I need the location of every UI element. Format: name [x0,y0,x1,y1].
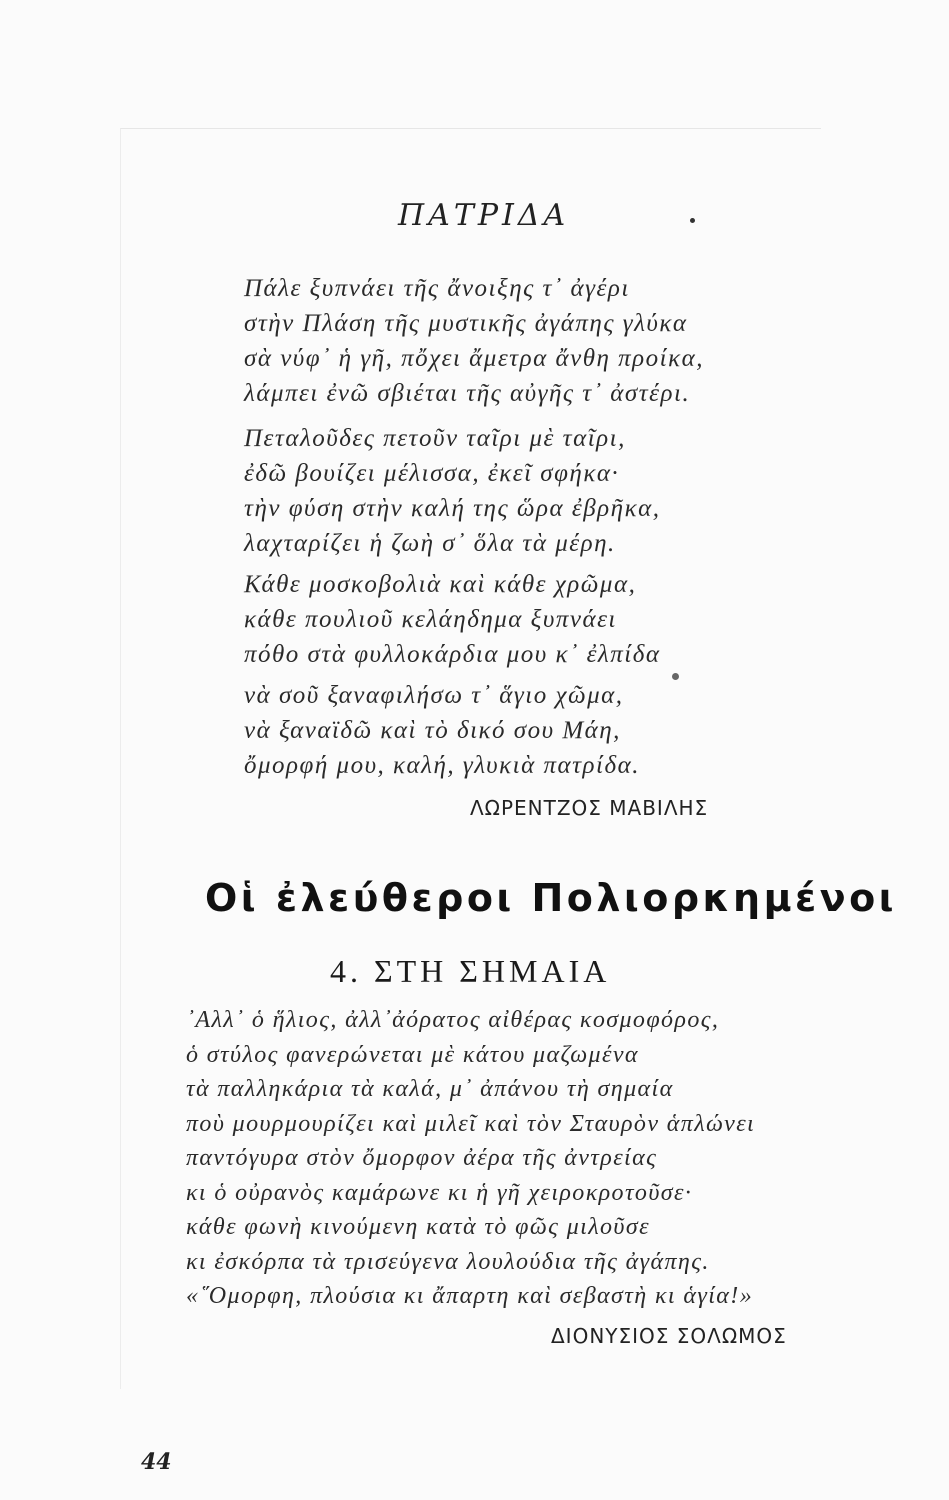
poem-line: τὰ παλληκάρια τὰ καλά, μ᾽ ἀπάνου τὴ σημαία [186,1076,674,1102]
poem-line: ποὺ μουρμουρίζει καὶ μιλεῖ καὶ τὸν Σταυρὸν ἁπλώνει [186,1110,756,1137]
poem-line: πόθο στὰ φυλλοκάρδια μου κ᾽ ἐλπίδα [244,641,661,668]
poem-line: κάθε πουλιοῦ κελάηδημα ξυπνάει [244,606,617,633]
ink-speck [672,673,679,680]
stanza-3 [244,567,660,672]
poem-line: ἐδῶ βουίζει μέλισσα, ἐκεῖ σφήκα· [244,460,620,487]
poem-line: λαχταρίζει ἡ ζωὴ σ᾽ ὅλα τὰ μέρη. [244,530,616,557]
poem-line: «῞Ομορφη, πλούσια κι ἄπαρτη καὶ σεβαστὴ κι ἁγία!» [186,1283,754,1309]
stanza-2 [244,421,660,561]
poem-line: ὁ στύλος φανερώνεται μὲ κάτου μαζωμένα [186,1041,639,1068]
poem-line: ᾽Αλλ᾽ ὁ ἥλιος, ἀλλ᾽ἀόρατος αἰθέρας κοσμοφόρος, [186,1007,720,1033]
poem-author: ΔΙΟΝΥΣΙΟΣ ΣΟΛΩΜΟΣ [551,1324,787,1348]
poem-line: Πάλε ξυπνάει τῆς ἄνοιξης τ᾽ ἀγέρι [244,275,630,302]
stanza-1 [244,271,704,411]
decorative-dot [690,218,695,223]
poem-line: παντόγυρα στὸν ὄμορφον ἀέρα τῆς ἀντρείας [186,1145,658,1171]
poem-line: Πεταλοῦδες πετοῦν ταῖρι μὲ ταῖρι, [244,425,626,452]
poem-line: λάμπει ἐνῶ σβιέται τῆς αὐγῆς τ᾽ ἀστέρι. [244,380,691,407]
section-heading: Οἱ ἐλεύθεροι Πολιορκημένοι [205,876,897,920]
poem-line: κι ἐσκόρπα τὰ τρισεύγενα λουλούδια τῆς ἀγάπης. [186,1248,710,1275]
page-number: 44 [141,1449,172,1475]
stanza-4 [244,678,640,783]
poem-line: τὴν φύση στὴν καλή της ὥρα ἐβρῆκα, [244,495,661,522]
poem-title: ΠΑΤΡΙΔΑ [398,198,570,233]
poem-line: Κάθε μοσκοβολιὰ καὶ κάθε χρῶμα, [244,571,637,598]
stanza-verse-block [186,1003,755,1314]
poem-line: σὰ νύφ᾽ ἡ γῆ, πὄχει ἄμετρα ἄνθη προίκα, [244,345,704,372]
poem-line: νὰ ξαναϊδῶ καὶ τὸ δικό σου Μάη, [244,717,621,744]
poem-subtitle: 4. ΣΤΗ ΣΗΜΑΙΑ [330,953,611,989]
poem-line: στὴν Πλάση τῆς μυστικῆς ἀγάπης γλύκα [244,310,688,337]
poem-line: κάθε φωνὴ κινούμενη κατὰ τὸ φῶς μιλοῦσε [186,1214,650,1240]
poem-author: ΛΩΡΕΝΤΖΟΣ ΜΑΒΙΛΗΣ [470,796,709,820]
poem-line: κι ὁ οὐρανὸς καμάρωνε κι ἡ γῆ χειροκροτοῦσε· [186,1179,693,1206]
poem-line: νὰ σοῦ ξαναφιλήσω τ᾽ ἅγιο χῶμα, [244,682,624,709]
poem-line: ὄμορφή μου, καλή, γλυκιὰ πατρίδα. [244,752,640,779]
